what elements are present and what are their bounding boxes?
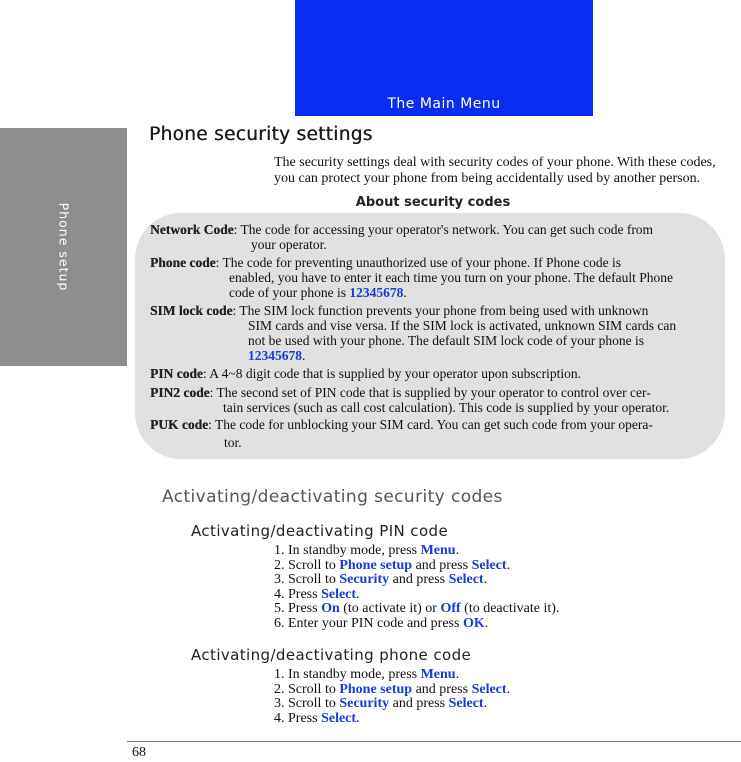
- sim-lock-code-term: SIM lock code: [150, 303, 233, 318]
- sim-lock-code-desc-3: not be used with your phone. The default SIM lock code of your phone is: [248, 333, 645, 348]
- section-intro: The security settings deal with security codes of your phone. With these codes, you can protect your phone from being accidentally used by another person.: [274, 155, 716, 186]
- sim-lock-code-desc-1: : The SIM lock function prevents your phone from being used with unknown: [232, 303, 649, 318]
- step-text: and press: [389, 696, 449, 712]
- pin2-code-desc-1: : The second set of PIN code that is supplied by your operator to control over cer-: [209, 385, 651, 400]
- step-text: .: [455, 667, 460, 682]
- step-text: 3. Scroll to: [274, 696, 340, 712]
- security-key: Security: [339, 572, 390, 588]
- phone-code-default: 12345678: [349, 285, 404, 300]
- step-text: 6. Enter your PIN code and press: [274, 615, 463, 631]
- puk-code-term: PUK code: [150, 417, 209, 432]
- activation-section-title: Activating/deactivating security codes: [162, 487, 503, 507]
- phone-code-period: .: [403, 285, 407, 300]
- step-text: 3. Scroll to: [274, 572, 340, 588]
- menu-key: Menu: [420, 667, 456, 682]
- select-key: Select: [321, 710, 357, 726]
- step-text: 4. Press: [274, 586, 322, 602]
- step-text: .: [484, 615, 489, 631]
- list-item: [274, 559, 559, 574]
- select-key: Select: [321, 586, 357, 602]
- off-key: Off: [440, 601, 461, 617]
- section-title: Phone security settings: [149, 124, 373, 145]
- phone-code-desc-2: enabled, you have to enter it each time you turn on your phone. The default Phone: [229, 270, 673, 285]
- select-key: Select: [471, 681, 507, 697]
- network-code-desc-1: : The code for accessing your operator's network. You can get such code from: [233, 222, 654, 237]
- pin-activation-steps: [274, 544, 559, 632]
- step-text: .: [356, 710, 360, 726]
- on-key: On: [321, 601, 340, 617]
- puk-code-desc-2: tor: [224, 435, 239, 450]
- step-text: .: [356, 586, 360, 602]
- pin-code-desc-1: : A 4~8 digit code that is supplied by your operator upon subscription.: [202, 366, 582, 381]
- puk-code-period: .: [238, 435, 242, 450]
- sim-lock-code-period: .: [302, 348, 306, 363]
- network-code-term: Network Code: [150, 222, 234, 237]
- phone-code-desc-3: code of your phone is: [229, 285, 350, 300]
- sidebar-label: Phone setup: [56, 202, 71, 292]
- step-text: .: [455, 543, 460, 558]
- select-key: Select: [471, 557, 507, 573]
- pin-activation-title: Activating/deactivating PIN code: [191, 522, 449, 540]
- pin2-code-desc-2: tain services (such as call cost calculation). This code is supplied by your operator.: [223, 400, 670, 415]
- phone-setup-key: Phone setup: [339, 681, 413, 697]
- select-key: Select: [448, 572, 484, 588]
- step-text: and press: [412, 557, 472, 573]
- list-item: [274, 697, 510, 712]
- phone-code-entry: [150, 255, 673, 300]
- security-key: Security: [339, 696, 390, 712]
- list-item: [274, 602, 559, 617]
- step-text: .: [506, 681, 511, 697]
- pin2-code-term: PIN2 code: [150, 385, 210, 400]
- step-text: 1. In standby mode, press: [274, 667, 421, 682]
- list-item: [274, 668, 510, 683]
- list-item: [274, 573, 559, 588]
- step-text: .: [483, 572, 488, 588]
- step-text: 4. Press: [274, 710, 322, 726]
- list-item: [274, 617, 559, 632]
- ok-key: OK: [462, 615, 485, 631]
- header-title: The Main Menu: [387, 96, 501, 112]
- select-key: Select: [448, 696, 484, 712]
- list-item: [274, 588, 559, 603]
- network-code-desc-2: your operator.: [251, 237, 327, 252]
- menu-key: Menu: [420, 543, 456, 558]
- sim-lock-code-default: 12345678: [248, 348, 302, 363]
- pin2-code-entry: [150, 385, 669, 415]
- puk-code-entry: [150, 417, 653, 450]
- main-menu-header: [295, 0, 593, 116]
- list-item: [274, 544, 559, 559]
- phone-code-activation-title: Activating/deactivating phone code: [191, 646, 472, 664]
- footer-divider: [127, 741, 741, 742]
- pin-code-term: PIN code: [150, 366, 203, 381]
- step-text: and press: [389, 572, 449, 588]
- sim-lock-code-entry: [150, 303, 676, 363]
- step-text: 5. Press: [274, 601, 322, 617]
- phone-code-activation-steps: [274, 668, 510, 726]
- pin-code-entry: [150, 366, 581, 381]
- sidebar-tab: [0, 128, 127, 366]
- step-text: (to deactivate it).: [460, 601, 560, 617]
- step-text: and press: [412, 681, 472, 697]
- phone-setup-key: Phone setup: [339, 557, 413, 573]
- step-text: .: [506, 557, 511, 573]
- puk-code-desc-1: : The code for unblocking your SIM card. You can get such code from your opera-: [208, 417, 653, 432]
- sim-lock-code-desc-2: SIM cards and vise versa. If the SIM lock is activated, unknown SIM cards can: [248, 318, 677, 333]
- step-text: (to activate it) or: [339, 601, 441, 617]
- step-text: 2. Scroll to: [274, 557, 340, 573]
- step-text: .: [483, 696, 488, 712]
- list-item: [274, 712, 510, 727]
- page-number: 68: [132, 745, 146, 760]
- phone-code-desc-1: : The code for preventing unauthorized use of your phone. If Phone code is: [215, 255, 622, 270]
- about-title: About security codes: [355, 195, 511, 210]
- network-code-entry: [150, 222, 653, 252]
- list-item: [274, 683, 510, 698]
- step-text: 1. In standby mode, press: [274, 543, 421, 558]
- step-text: 2. Scroll to: [274, 681, 340, 697]
- phone-code-term: Phone code: [150, 255, 216, 270]
